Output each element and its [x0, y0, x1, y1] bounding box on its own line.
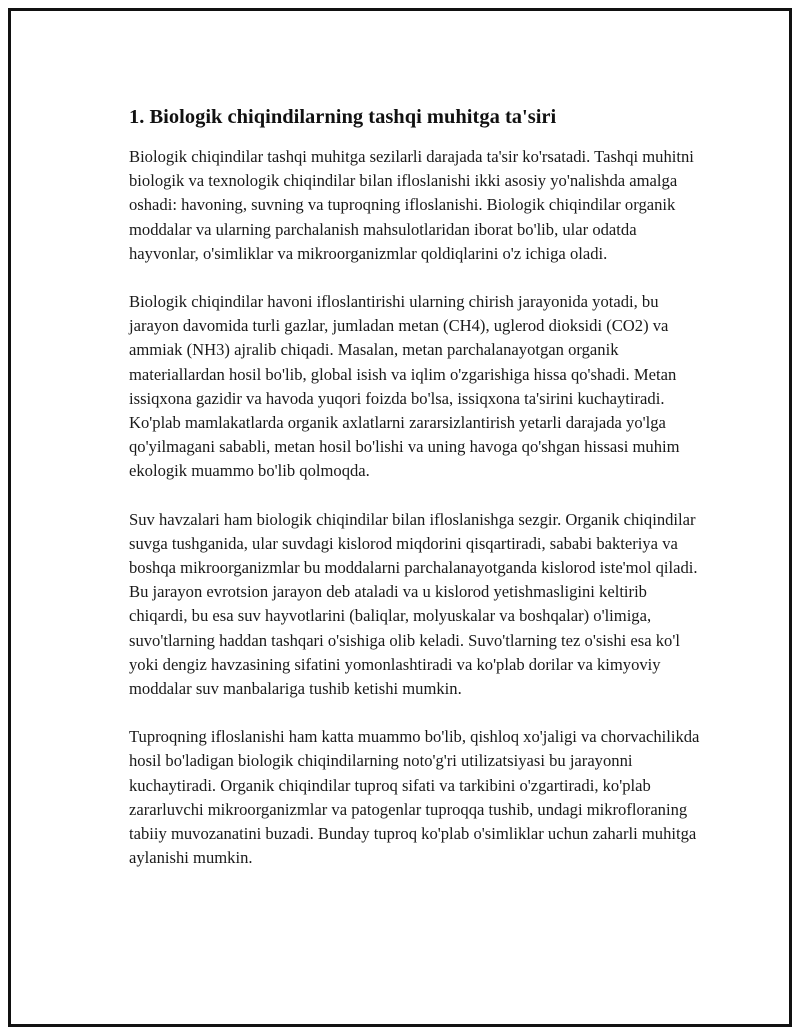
paragraph-intro: Biologik chiqindilar tashqi muhitga sezilarli darajada ta'sir ko'rsatadi. Tashqi muhitni biologik va texnologik chiqindilar bilan ifloslanishi ikki asosiy yo'nalishda amalga oshadi: havoning, suvning va tuproqning ifloslanishi. Biologik chiqindilar organik moddalar va ularning parchalanish mahsulotlaridan iborat bo'lib, ular odatda hayvonlar, o'simliklar va mikroorganizmlar qoldiqlarini o'z ichiga oladi. [129, 147, 694, 263]
section-heading: 1. Biologik chiqindilarning tashqi muhitga ta'siri [129, 106, 557, 128]
paragraph-soil-pollution: Tuproqning ifloslanishi ham katta muammo bo'lib, qishloq xo'jaligi va chorvachilikda hosil bo'ladigan biologik chiqindilarning noto'g'ri utilizatsiyasi bu jarayonni kuchaytiradi. Organik chiqindilar tuproq sifati va tarkibini o'zgartiradi, ko'plab zararluvchi mikroorganizmlar va patogenlar tuproqqa tushib, undagi mikrofloraning tabiiy muvozanatini buzadi. Bunday tuproq ko'plab o'simliklar uchun zaharli muhitga aylanishi mumkin. [129, 727, 700, 868]
paragraph-air-pollution: Biologik chiqindilar havoni ifloslantirishi ularning chirish jarayonida yotadi, bu jarayon davomida turli gazlar, jumladan metan (CH4), uglerod dioksidi (CO2) va ammiak (NH3) ajralib chiqadi. Masalan, metan parchalanayotgan organik materiallardan hosil bo'lib, global isish va iqlim o'zgarishiga hissa qo'shadi. Metan issiqxona gazidir va havoda yuqori foizda bo'lsa, issiqxona ta'sirini kuchaytiradi. Ko'plab mamlakatlarda organik axlatlarni zararsizlantirish yetarli darajada yo'lga qo'yilmagani sababli, metan hosil bo'lishi va uning havoga qo'shgan hissasi muhim ekologik muammo bo'lib qolmoqda. [129, 292, 680, 481]
page-frame [8, 8, 792, 1027]
paragraph-water-pollution: Suv havzalari ham biologik chiqindilar bilan ifloslanishga sezgir. Organik chiqindilar suvga tushganida, ular suvdagi kislorod miqdorini qisqartiradi, sababi bakteriya va boshqa mikroorganizmlar bu moddalarni parchalanayotganda kislorod iste'mol qiladi. Bu jarayon evrotsion jarayon deb ataladi va u kislorod yetishmasligini keltirib chiqardi, bu esa suv hayvotlarini (baliqlar, molyuskalar va boshqalar) o'limiga, suvo'tlarning haddan tashqari o'sishiga olib keladi. Suvo'tlarning tez o'sishi esa ko'l yoki dengiz havzasining sifatini yomonlashtiradi va ko'plab dorilar va kimyoviy moddalar suv manbalariga tushib ketishi mumkin. [129, 509, 698, 699]
document-body [129, 103, 701, 894]
